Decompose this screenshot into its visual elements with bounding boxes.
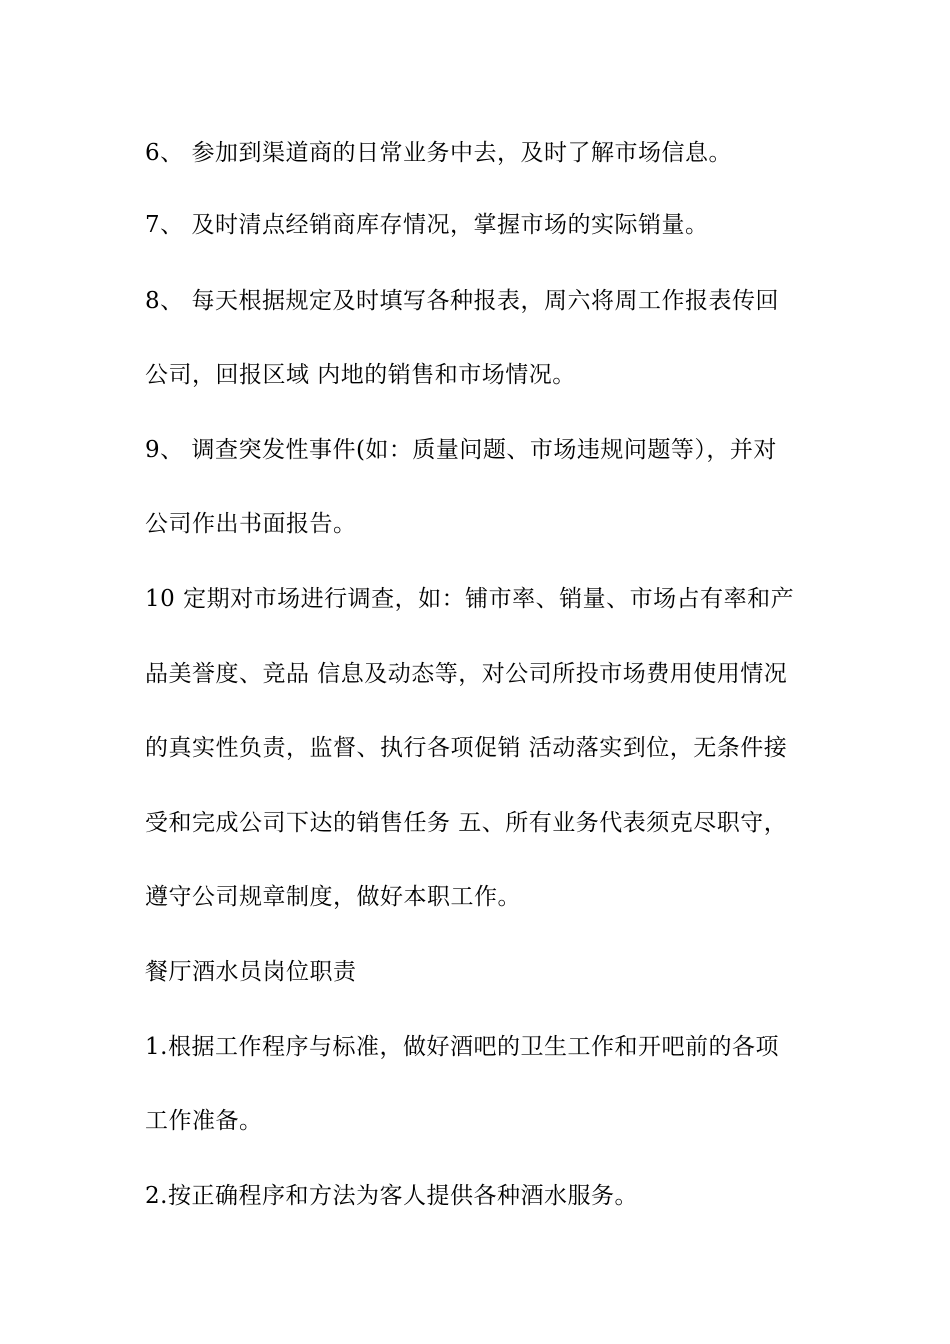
text-line: 受和完成公司下达的销售任务 五、所有业务代表须克尽职守，: [145, 810, 788, 836]
text-line: 10 定期对市场进行调查，如：铺市率、销量、市场占有率和产: [145, 586, 795, 612]
text-line: 6、 参加到渠道商的日常业务中去，及时了解市场信息。: [145, 140, 732, 166]
text-line: 工作准备。: [145, 1108, 263, 1134]
text-line: 2.按正确程序和方法为客人提供各种酒水服务。: [145, 1183, 638, 1209]
section-heading: 餐厅酒水员岗位职责: [145, 959, 357, 985]
text-line: 遵守公司规章制度，做好本职工作。: [145, 884, 521, 910]
text-line: 的真实性负责，监督、执行各项促销 活动落实到位，无条件接: [145, 735, 788, 761]
text-line: 8、 每天根据规定及时填写各种报表，周六将周工作报表传回: [145, 288, 779, 314]
text-line: 公司，回报区域 内地的销售和市场情况。: [145, 362, 576, 388]
text-line: 公司作出书面报告。: [145, 511, 357, 537]
text-line: 7、 及时清点经销商库存情况，掌握市场的实际销量。: [145, 212, 709, 238]
text-line: 品美誉度、竞品 信息及动态等，对公司所投市场费用使用情况: [145, 661, 788, 687]
text-line: 1.根据工作程序与标准，做好酒吧的卫生工作和开吧前的各项: [145, 1034, 779, 1060]
text-line: 9、 调查突发性事件(如：质量问题、市场违规问题等），并对: [145, 437, 777, 463]
